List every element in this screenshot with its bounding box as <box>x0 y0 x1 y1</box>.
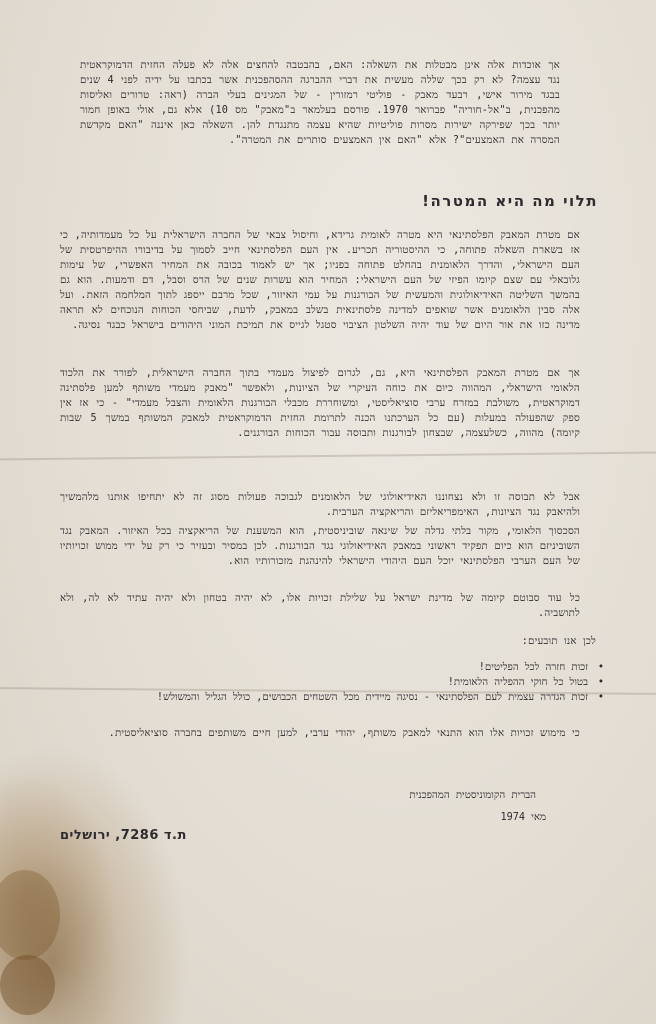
demand-item: • זכות חזרה לכל הפליטים! <box>84 660 604 675</box>
goal-paragraph-class <box>60 366 580 441</box>
goal-paragraph-national <box>60 228 580 333</box>
intro-paragraph-text: אך אוכדות אלה אינן מבטלות את השאלה: האם, בהבטבה להחצים אלה לא פעלה החזית הדמוקראטית נגד עצמה? לא רק בכך שללה מעשית את דברי ההברגה ההסהפכנית אשר בכתבו על ידיה לפני 4 שנים בבגד מירור אישי, רבעד מאבק - פוליטי רמזורין - של המגינים בעלי הברה (ראה: טרורים ואליסות מהפכנית, ב"אל-חוריה" פברואר 1970. פורסם בעלמאר ב"מאבק" מס 10) אלא גם, אולי באופן חמור יותר בכך שפירקה ישירות מסרות פוליטיות שהיא עצמה מתנגדת להן. השאלה כאן איננה "האם מקדשת המסרה את האמצעים"? אלא "האם אין האמצעים סותרים את המטרה". <box>80 60 560 146</box>
conflict-paragraph <box>60 524 580 569</box>
fight-paragraph-text: כל עוד סבוטם קיומה של מדינת ישראל על שלילת זכויות אלו, לא יהיה בטחון ולא יהיה עתיד לא לה, ולא לתושביה. <box>60 593 580 619</box>
po-box-address: ת.ד 7286, ירושלים <box>60 828 187 843</box>
intro-paragraph <box>80 58 560 148</box>
demands-lead: לכן אנו תובעים: <box>521 636 596 647</box>
section-heading: תלוי מה היא המטרה! <box>422 192 598 210</box>
closing-paragraph-text: כי מימוש זכויות אלו הוא התנאי למאבק משותף, יהודי ערבי, למען חיים משותפים בחברה סוציאליסטית. <box>108 728 580 739</box>
closing-paragraph <box>60 726 580 741</box>
water-stain <box>0 955 55 1015</box>
goal-paragraph-national-text: אם מטרת המאבק הפלסתינאי היא מטרה לאומית גרידא, וחיסול צבאי של החברה הישראלית על כל מעמדותיה, כי אז בשארת השאלה פתוחה, כי ההיסטוריה תכריע. אין העם הפלסתינאי חייב לסמוך על בדיבורו ההיפרטסית של העם הישראלי, והדרך הלאומנית בהחלט פתוחה בפניו; אך יש לאמוד בכובה את המחיר האפשרי, של עימות גלובאלי עם שצם קיומו הפיזי של העם הישראלי: המחיר הוא עשרות שנים של הרס וסבל, דם ודמעות. הוא גם בהמשך השליטה האידיאולוגית והמעשית של הבורגנות על עמי האיזור, שכל מרבם ייספג לתוך המלחמה הזאת. ועל אלה סבין הלאומנים אשר שואפים למדינה פלסתינאית בשלב במאבק, לדעת, שביחסי הכוחות הנוכחים לא תראה מדינה כזו את אור היום של עוד יהיה השלטון הציבוי סטגל לגייס את תמיכת המוני היהודים בישראל כבגד נסיגה. <box>60 230 580 331</box>
paper-fold-line <box>0 452 656 461</box>
conflict-paragraph-text: הסכסוך הלאומי, מקור בלתי גדלה של שינאה שוביניסטית, הוא המשענת של הריאקציה בכל האיזור. המאבק נגד השוביניזם הוא כיום תפקיד ראשוני במאבק האידיאולוגי נגד הבורגנות. לכן במסיר ובעזיר כי רק על ידי ממוש זכויותיו של העם הערבי הפלסתינאי יוכל העם היהודי הישראלי להינהגת מזכורותיו הוא. <box>60 526 580 567</box>
demand-item: • בטול כל חוקי ההפליה הלאומית! <box>84 675 604 690</box>
goal-paragraph-class-text: אך אם מטרת המאבק הפלסתינאי היא, גם, לגרום לפיצול מעמדי בתוך החברה הישראלית, לפורר את הלכוד הלאומי הישראלי, המהווה כיום את כוחה העיקרי של הציונות, ולאפשר "מאבק מעמדי משותף למען פלסתינה דמוקראטית, משולבת במזרח ערבי סוציאליסטי, ומשוחררת מכבלי הבורגנות הלאומית והצבל מעמדי" - כי אז אין ספק שהפעולה במעלות (עם כל הערכתנו הכנה לתרומת החזית הדמוקראטית למאבק המשותף במשך 5 שבות קיומה) מהווה, כשלעצמה, שבצחון לבורגנות ותבוסה עבור הכוחות הבורגנים. <box>60 368 580 439</box>
fight-paragraph <box>60 591 580 621</box>
signature-organization: הברית הקומוניסטית המהפכנית <box>409 790 536 801</box>
goal-paragraph-defeat <box>60 490 580 520</box>
publication-date: מאי 1974 <box>500 812 546 823</box>
goal-paragraph-defeat-text: אבל לא תבוסה זו ולא נצחוננו האידיאולוגי של הלאומנים לגבוכה פעולות מסוג זה לא יתחיפו אותנו מלהמשיך ולהיאבק נגד הציונות, האימפריאליזם והריאקציה הערבית. <box>60 492 580 518</box>
demand-item: • זכות הגדרה עצמית לעם הפלסתינאי - נסיגה מיידית מכל השטחים הכבושים, כולל הגליל והמשולש! <box>84 690 604 705</box>
water-stain <box>0 870 60 960</box>
demands-list <box>84 660 604 705</box>
